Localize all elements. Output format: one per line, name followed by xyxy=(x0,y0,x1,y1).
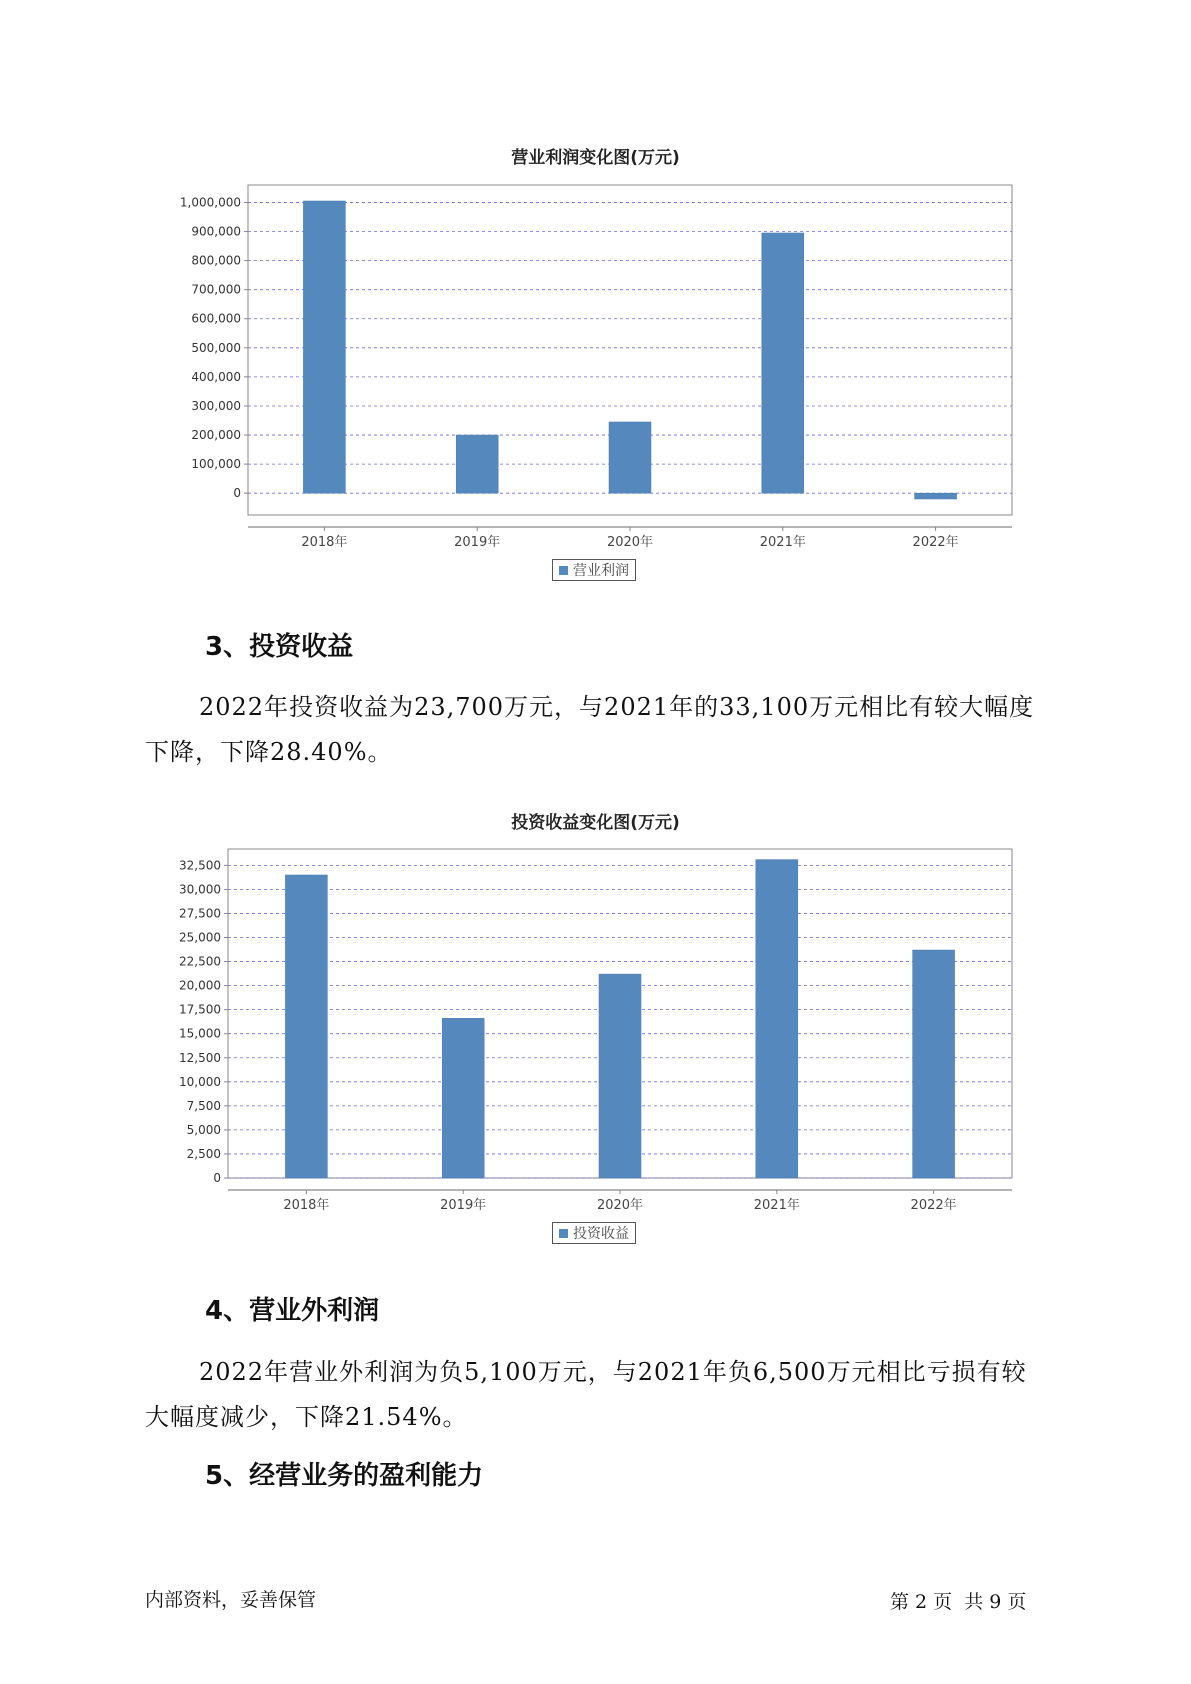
y-tick-label: 2,500 xyxy=(186,1146,221,1161)
y-tick-label: 7,500 xyxy=(186,1098,221,1113)
y-tick-label: 22,500 xyxy=(179,954,221,969)
x-tick-label: 2018年 xyxy=(301,535,348,550)
y-tick-label: 15,000 xyxy=(179,1026,221,1041)
bar xyxy=(285,875,327,1178)
y-tick-label: 200,000 xyxy=(191,428,241,443)
section4-heading: 4、营业外利润 xyxy=(205,1296,380,1326)
chart1-legend-label: 营业利润 xyxy=(573,563,629,579)
y-tick-label: 10,000 xyxy=(179,1074,221,1089)
x-tick-label: 2022年 xyxy=(910,1198,957,1213)
y-tick-label: 20,000 xyxy=(179,978,221,993)
x-tick-label: 2020年 xyxy=(596,1198,644,1213)
legend-swatch xyxy=(559,1229,568,1238)
y-tick-label: 5,000 xyxy=(186,1122,221,1137)
section5-heading: 5、经营业务的盈利能力 xyxy=(205,1461,484,1491)
x-tick-label: 2019年 xyxy=(454,535,501,550)
x-tick-label: 2021年 xyxy=(759,535,806,550)
chart2-legend xyxy=(552,1222,636,1244)
bar xyxy=(756,860,798,1178)
x-tick-label: 2022年 xyxy=(912,535,959,550)
y-tick-label: 32,500 xyxy=(179,858,221,873)
y-tick-label: 900,000 xyxy=(191,224,241,239)
footer-confidential-note: 内部资料，妥善保管 xyxy=(145,1589,317,1611)
chart2-title: 投资收益变化图(万元) xyxy=(511,813,680,833)
y-tick-label: 700,000 xyxy=(191,282,241,297)
x-tick-label: 2019年 xyxy=(440,1198,487,1213)
section3-text: 2022年投资收益为23,700万元，与2021年的33,100万元相比有较大幅度下降，下降28.40%。 xyxy=(145,693,1035,766)
bar xyxy=(442,1018,484,1178)
chart2-legend-label: 投资收益 xyxy=(573,1226,629,1242)
y-tick-label: 600,000 xyxy=(191,311,241,326)
x-tick-label: 2021年 xyxy=(753,1198,800,1213)
y-tick-label: 1,000,000 xyxy=(179,195,241,210)
y-tick-label: 17,500 xyxy=(179,1002,221,1017)
y-tick-label: 30,000 xyxy=(179,882,221,897)
x-tick-label: 2020年 xyxy=(606,535,654,550)
y-tick-label: 12,500 xyxy=(179,1050,221,1065)
y-tick-label: 500,000 xyxy=(191,340,241,355)
bar xyxy=(599,974,641,1178)
y-tick-label: 25,000 xyxy=(179,930,221,945)
y-tick-label: 100,000 xyxy=(191,457,241,472)
y-tick-label: 400,000 xyxy=(191,369,241,384)
bar xyxy=(913,950,955,1178)
y-tick-label: 300,000 xyxy=(191,398,241,413)
section3-heading: 3、投资收益 xyxy=(205,632,354,662)
y-tick-label: 0 xyxy=(213,1171,221,1185)
x-tick-label: 2018年 xyxy=(283,1198,330,1213)
y-tick-label: 800,000 xyxy=(191,253,241,268)
section4-text: 2022年营业外利润为负5,100万元，与2021年负6,500万元相比亏损有较大幅度减少，下降21.54%。 xyxy=(145,1358,1027,1431)
y-tick-label: 27,500 xyxy=(179,906,221,921)
chart1-title: 营业利润变化图(万元) xyxy=(511,148,680,168)
y-tick-label: 0 xyxy=(233,486,241,501)
footer-page-number: 第 2 页 共 9 页 xyxy=(890,1591,1027,1613)
